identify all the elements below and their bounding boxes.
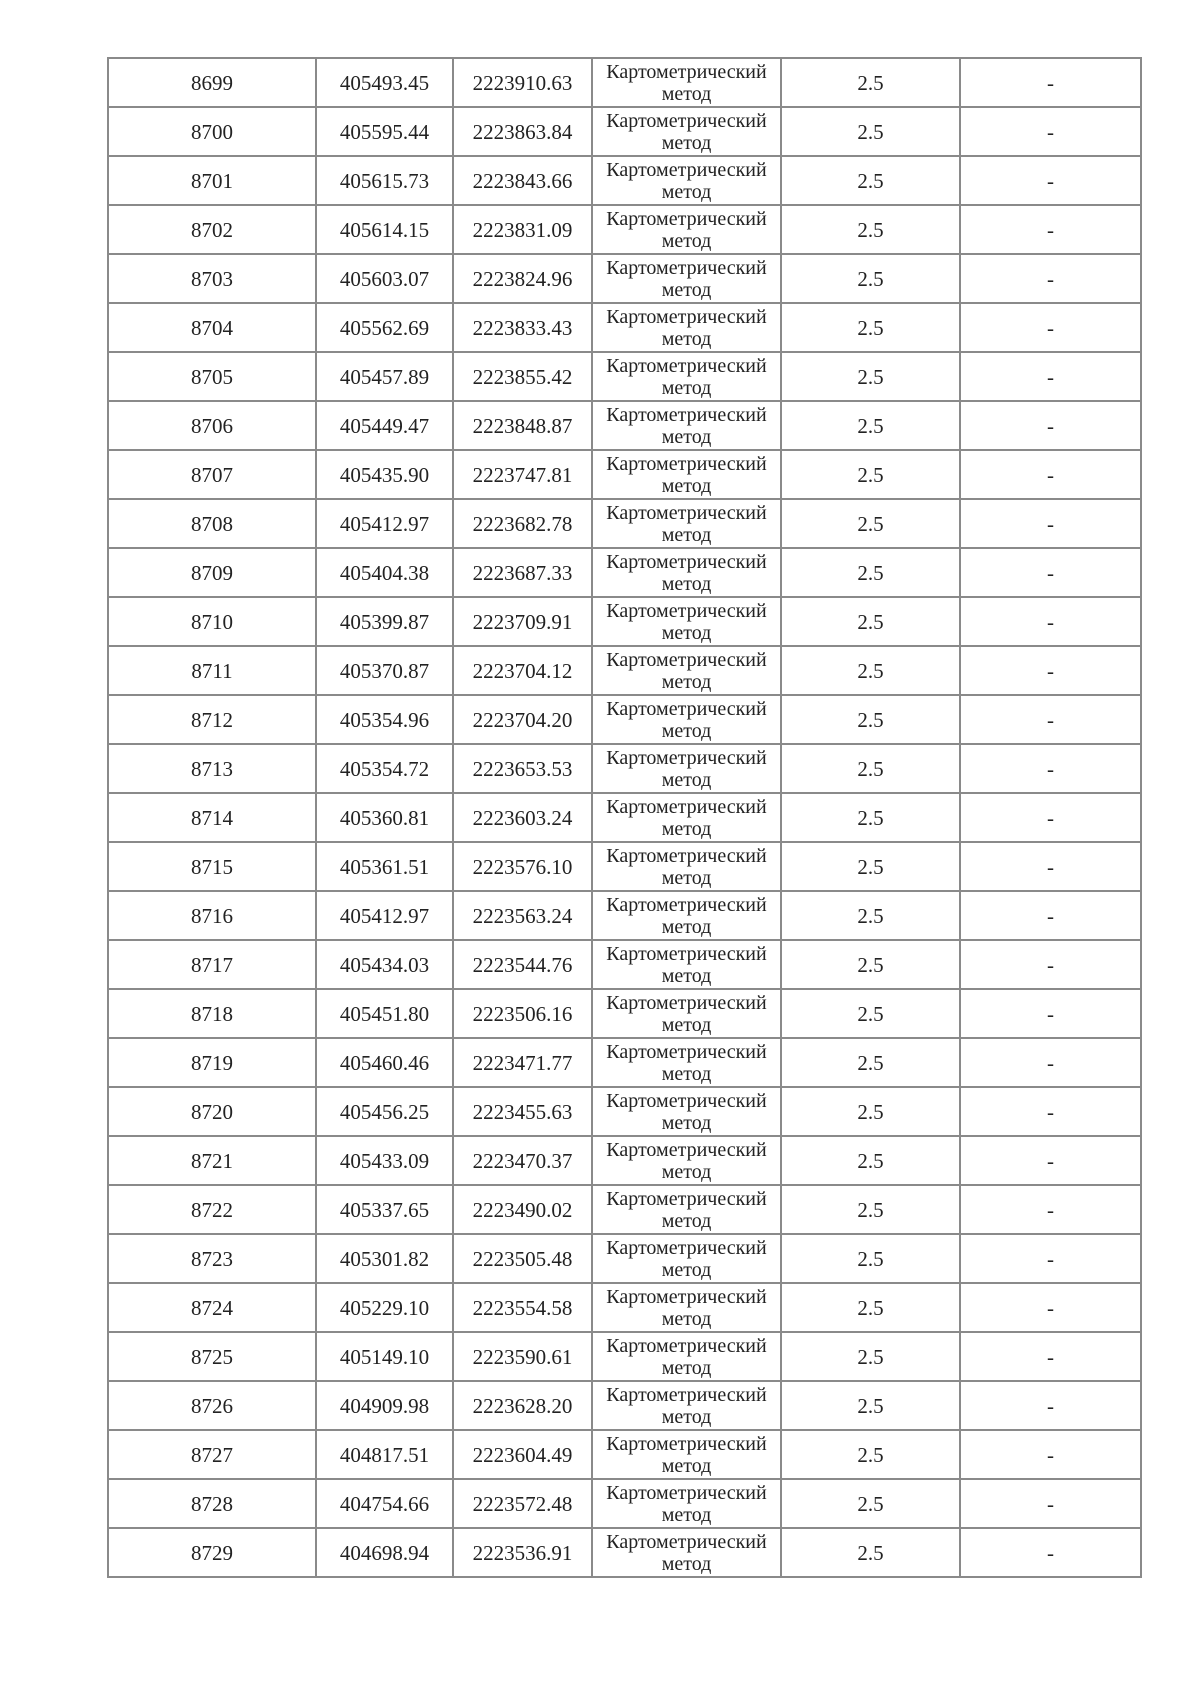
method-cell: [592, 1185, 781, 1234]
method-line-2: метод: [661, 1160, 712, 1183]
method-line-1: Картометрический: [606, 1481, 767, 1504]
method-line-1: Картометрический: [606, 599, 767, 622]
method-cell: [592, 107, 781, 156]
method-line-2: метод: [661, 817, 712, 840]
table-row: [108, 1430, 1141, 1479]
x-coordinate-cell: 405460.46: [316, 1038, 453, 1087]
table-row: [108, 842, 1141, 891]
method-line-2: метод: [661, 131, 712, 154]
method-cell: [592, 989, 781, 1038]
table-row: [108, 548, 1141, 597]
table-row: [108, 1283, 1141, 1332]
method-line-2: метод: [661, 768, 712, 791]
note-cell: -: [960, 1234, 1141, 1283]
note-cell: -: [960, 1185, 1141, 1234]
x-coordinate-cell: 405370.87: [316, 646, 453, 695]
accuracy-cell: 2.5: [781, 646, 960, 695]
accuracy-cell: 2.5: [781, 989, 960, 1038]
y-coordinate-cell: 2223455.63: [453, 1087, 592, 1136]
method-cell: [592, 1528, 781, 1577]
method-line-1: Картометрический: [606, 844, 767, 867]
method-line-1: Картометрический: [606, 158, 767, 181]
y-coordinate-cell: 2223628.20: [453, 1381, 592, 1430]
x-coordinate-cell: 405149.10: [316, 1332, 453, 1381]
accuracy-cell: 2.5: [781, 1430, 960, 1479]
method-line-2: метод: [661, 915, 712, 938]
table-row: [108, 156, 1141, 205]
x-coordinate-cell: 405412.97: [316, 499, 453, 548]
method-cell: [592, 450, 781, 499]
accuracy-cell: 2.5: [781, 1479, 960, 1528]
note-cell: -: [960, 303, 1141, 352]
method-line-2: метод: [661, 376, 712, 399]
method-line-2: метод: [661, 1405, 712, 1428]
note-cell: -: [960, 989, 1141, 1038]
accuracy-cell: 2.5: [781, 254, 960, 303]
accuracy-cell: 2.5: [781, 450, 960, 499]
accuracy-cell: 2.5: [781, 695, 960, 744]
method-cell: [592, 842, 781, 891]
point-number-cell: 8714: [108, 793, 316, 842]
x-coordinate-cell: 405435.90: [316, 450, 453, 499]
method-cell: [592, 1332, 781, 1381]
table-row: [108, 940, 1141, 989]
x-coordinate-cell: 405449.47: [316, 401, 453, 450]
accuracy-cell: 2.5: [781, 842, 960, 891]
y-coordinate-cell: 2223471.77: [453, 1038, 592, 1087]
method-line-2: метод: [661, 1356, 712, 1379]
note-cell: -: [960, 597, 1141, 646]
y-coordinate-cell: 2223687.33: [453, 548, 592, 597]
method-cell: [592, 58, 781, 107]
accuracy-cell: 2.5: [781, 303, 960, 352]
method-line-1: Картометрический: [606, 1040, 767, 1063]
y-coordinate-cell: 2223563.24: [453, 891, 592, 940]
point-number-cell: 8712: [108, 695, 316, 744]
method-cell: [592, 1381, 781, 1430]
method-line-1: Картометрический: [606, 893, 767, 916]
y-coordinate-cell: 2223536.91: [453, 1528, 592, 1577]
note-cell: -: [960, 352, 1141, 401]
note-cell: -: [960, 1381, 1141, 1430]
method-line-1: Картометрический: [606, 550, 767, 573]
accuracy-cell: 2.5: [781, 1185, 960, 1234]
method-line-2: метод: [661, 1013, 712, 1036]
method-line-1: Картометрический: [606, 1285, 767, 1308]
method-line-1: Картометрический: [606, 256, 767, 279]
method-line-1: Картометрический: [606, 501, 767, 524]
point-number-cell: 8725: [108, 1332, 316, 1381]
method-cell: [592, 205, 781, 254]
note-cell: -: [960, 499, 1141, 548]
method-cell: [592, 303, 781, 352]
method-line-2: метод: [661, 670, 712, 693]
table-row: [108, 1234, 1141, 1283]
method-line-1: Картометрический: [606, 354, 767, 377]
x-coordinate-cell: 405615.73: [316, 156, 453, 205]
y-coordinate-cell: 2223833.43: [453, 303, 592, 352]
table-row: [108, 646, 1141, 695]
accuracy-cell: 2.5: [781, 1528, 960, 1577]
x-coordinate-cell: 405614.15: [316, 205, 453, 254]
x-coordinate-cell: 405493.45: [316, 58, 453, 107]
x-coordinate-cell: 405360.81: [316, 793, 453, 842]
table-row: [108, 1381, 1141, 1430]
accuracy-cell: 2.5: [781, 58, 960, 107]
x-coordinate-cell: 405562.69: [316, 303, 453, 352]
method-cell: [592, 499, 781, 548]
method-cell: [592, 156, 781, 205]
method-cell: [592, 1087, 781, 1136]
method-line-2: метод: [661, 1209, 712, 1232]
method-line-2: метод: [661, 621, 712, 644]
point-number-cell: 8724: [108, 1283, 316, 1332]
point-number-cell: 8699: [108, 58, 316, 107]
x-coordinate-cell: 404754.66: [316, 1479, 453, 1528]
y-coordinate-cell: 2223704.12: [453, 646, 592, 695]
point-number-cell: 8713: [108, 744, 316, 793]
note-cell: -: [960, 401, 1141, 450]
y-coordinate-cell: 2223505.48: [453, 1234, 592, 1283]
accuracy-cell: 2.5: [781, 1381, 960, 1430]
method-line-1: Картометрический: [606, 1530, 767, 1553]
coordinates-table: [107, 57, 1142, 1578]
point-number-cell: 8718: [108, 989, 316, 1038]
point-number-cell: 8715: [108, 842, 316, 891]
y-coordinate-cell: 2223572.48: [453, 1479, 592, 1528]
y-coordinate-cell: 2223704.20: [453, 695, 592, 744]
method-cell: [592, 1136, 781, 1185]
x-coordinate-cell: 405412.97: [316, 891, 453, 940]
table-row: [108, 793, 1141, 842]
point-number-cell: 8701: [108, 156, 316, 205]
y-coordinate-cell: 2223831.09: [453, 205, 592, 254]
note-cell: -: [960, 254, 1141, 303]
x-coordinate-cell: 405434.03: [316, 940, 453, 989]
table-row: [108, 1332, 1141, 1381]
method-line-2: метод: [661, 474, 712, 497]
method-cell: [592, 1234, 781, 1283]
y-coordinate-cell: 2223590.61: [453, 1332, 592, 1381]
note-cell: -: [960, 1332, 1141, 1381]
method-line-1: Картометрический: [606, 1383, 767, 1406]
table-row: [108, 1136, 1141, 1185]
point-number-cell: 8710: [108, 597, 316, 646]
accuracy-cell: 2.5: [781, 205, 960, 254]
point-number-cell: 8728: [108, 1479, 316, 1528]
method-line-1: Картометрический: [606, 1432, 767, 1455]
method-line-2: метод: [661, 327, 712, 350]
point-number-cell: 8704: [108, 303, 316, 352]
y-coordinate-cell: 2223506.16: [453, 989, 592, 1038]
table-row: [108, 1038, 1141, 1087]
note-cell: -: [960, 58, 1141, 107]
method-line-2: метод: [661, 180, 712, 203]
point-number-cell: 8727: [108, 1430, 316, 1479]
method-cell: [592, 1283, 781, 1332]
note-cell: -: [960, 1283, 1141, 1332]
table-row: [108, 499, 1141, 548]
method-line-1: Картометрический: [606, 60, 767, 83]
table-row: [108, 891, 1141, 940]
y-coordinate-cell: 2223544.76: [453, 940, 592, 989]
note-cell: -: [960, 1430, 1141, 1479]
x-coordinate-cell: 405301.82: [316, 1234, 453, 1283]
table-row: [108, 1087, 1141, 1136]
point-number-cell: 8700: [108, 107, 316, 156]
method-cell: [592, 1430, 781, 1479]
method-cell: [592, 1479, 781, 1528]
method-line-2: метод: [661, 523, 712, 546]
x-coordinate-cell: 405354.96: [316, 695, 453, 744]
accuracy-cell: 2.5: [781, 744, 960, 793]
method-line-2: метод: [661, 866, 712, 889]
method-line-2: метод: [661, 719, 712, 742]
method-cell: [592, 744, 781, 793]
y-coordinate-cell: 2223576.10: [453, 842, 592, 891]
method-cell: [592, 891, 781, 940]
y-coordinate-cell: 2223682.78: [453, 499, 592, 548]
x-coordinate-cell: 405595.44: [316, 107, 453, 156]
y-coordinate-cell: 2223843.66: [453, 156, 592, 205]
point-number-cell: 8722: [108, 1185, 316, 1234]
method-cell: [592, 646, 781, 695]
x-coordinate-cell: 405457.89: [316, 352, 453, 401]
method-line-2: метод: [661, 572, 712, 595]
y-coordinate-cell: 2223824.96: [453, 254, 592, 303]
y-coordinate-cell: 2223554.58: [453, 1283, 592, 1332]
x-coordinate-cell: 405404.38: [316, 548, 453, 597]
method-line-2: метод: [661, 1307, 712, 1330]
x-coordinate-cell: 405456.25: [316, 1087, 453, 1136]
point-number-cell: 8705: [108, 352, 316, 401]
x-coordinate-cell: 405354.72: [316, 744, 453, 793]
note-cell: -: [960, 891, 1141, 940]
method-cell: [592, 548, 781, 597]
point-number-cell: 8703: [108, 254, 316, 303]
note-cell: -: [960, 548, 1141, 597]
point-number-cell: 8707: [108, 450, 316, 499]
x-coordinate-cell: 405399.87: [316, 597, 453, 646]
note-cell: -: [960, 842, 1141, 891]
method-line-1: Картометрический: [606, 1236, 767, 1259]
y-coordinate-cell: 2223863.84: [453, 107, 592, 156]
method-cell: [592, 940, 781, 989]
method-line-2: метод: [661, 1111, 712, 1134]
accuracy-cell: 2.5: [781, 352, 960, 401]
method-line-1: Картометрический: [606, 305, 767, 328]
y-coordinate-cell: 2223603.24: [453, 793, 592, 842]
method-line-1: Картометрический: [606, 1089, 767, 1112]
method-line-2: метод: [661, 425, 712, 448]
y-coordinate-cell: 2223709.91: [453, 597, 592, 646]
y-coordinate-cell: 2223747.81: [453, 450, 592, 499]
point-number-cell: 8720: [108, 1087, 316, 1136]
x-coordinate-cell: 404698.94: [316, 1528, 453, 1577]
method-line-1: Картометрический: [606, 795, 767, 818]
method-cell: [592, 254, 781, 303]
y-coordinate-cell: 2223470.37: [453, 1136, 592, 1185]
note-cell: -: [960, 450, 1141, 499]
method-line-1: Картометрический: [606, 697, 767, 720]
coordinates-table-body: [108, 58, 1141, 1577]
table-row: [108, 352, 1141, 401]
method-line-2: метод: [661, 964, 712, 987]
note-cell: -: [960, 156, 1141, 205]
note-cell: -: [960, 940, 1141, 989]
method-line-1: Картометрический: [606, 452, 767, 475]
method-cell: [592, 401, 781, 450]
accuracy-cell: 2.5: [781, 1087, 960, 1136]
accuracy-cell: 2.5: [781, 1234, 960, 1283]
method-line-2: метод: [661, 82, 712, 105]
x-coordinate-cell: 405361.51: [316, 842, 453, 891]
x-coordinate-cell: 405229.10: [316, 1283, 453, 1332]
x-coordinate-cell: 404817.51: [316, 1430, 453, 1479]
method-line-1: Картометрический: [606, 1187, 767, 1210]
method-line-2: метод: [661, 1258, 712, 1281]
accuracy-cell: 2.5: [781, 1332, 960, 1381]
note-cell: -: [960, 793, 1141, 842]
method-line-1: Картометрический: [606, 942, 767, 965]
note-cell: -: [960, 1087, 1141, 1136]
accuracy-cell: 2.5: [781, 548, 960, 597]
y-coordinate-cell: 2223848.87: [453, 401, 592, 450]
x-coordinate-cell: 405451.80: [316, 989, 453, 1038]
note-cell: -: [960, 695, 1141, 744]
y-coordinate-cell: 2223604.49: [453, 1430, 592, 1479]
point-number-cell: 8706: [108, 401, 316, 450]
note-cell: -: [960, 1528, 1141, 1577]
table-row: [108, 744, 1141, 793]
point-number-cell: 8711: [108, 646, 316, 695]
method-cell: [592, 793, 781, 842]
method-cell: [592, 352, 781, 401]
table-row: [108, 1528, 1141, 1577]
table-row: [108, 107, 1141, 156]
method-line-2: метод: [661, 278, 712, 301]
table-row: [108, 1479, 1141, 1528]
point-number-cell: 8717: [108, 940, 316, 989]
y-coordinate-cell: 2223910.63: [453, 58, 592, 107]
table-row: [108, 695, 1141, 744]
note-cell: -: [960, 107, 1141, 156]
x-coordinate-cell: 405337.65: [316, 1185, 453, 1234]
accuracy-cell: 2.5: [781, 597, 960, 646]
table-row: [108, 401, 1141, 450]
method-line-1: Картометрический: [606, 746, 767, 769]
method-line-2: метод: [661, 1062, 712, 1085]
note-cell: -: [960, 205, 1141, 254]
accuracy-cell: 2.5: [781, 1038, 960, 1087]
method-line-1: Картометрический: [606, 207, 767, 230]
method-line-1: Картометрический: [606, 648, 767, 671]
point-number-cell: 8726: [108, 1381, 316, 1430]
x-coordinate-cell: 405603.07: [316, 254, 453, 303]
note-cell: -: [960, 1479, 1141, 1528]
point-number-cell: 8723: [108, 1234, 316, 1283]
point-number-cell: 8729: [108, 1528, 316, 1577]
accuracy-cell: 2.5: [781, 401, 960, 450]
method-line-1: Картометрический: [606, 1334, 767, 1357]
note-cell: -: [960, 744, 1141, 793]
method-cell: [592, 1038, 781, 1087]
point-number-cell: 8708: [108, 499, 316, 548]
table-row: [108, 1185, 1141, 1234]
method-line-2: метод: [661, 229, 712, 252]
method-line-2: метод: [661, 1454, 712, 1477]
table-row: [108, 205, 1141, 254]
y-coordinate-cell: 2223653.53: [453, 744, 592, 793]
note-cell: -: [960, 646, 1141, 695]
point-number-cell: 8716: [108, 891, 316, 940]
accuracy-cell: 2.5: [781, 891, 960, 940]
method-line-2: метод: [661, 1552, 712, 1575]
accuracy-cell: 2.5: [781, 1136, 960, 1185]
note-cell: -: [960, 1136, 1141, 1185]
table-row: [108, 303, 1141, 352]
method-cell: [592, 695, 781, 744]
accuracy-cell: 2.5: [781, 499, 960, 548]
y-coordinate-cell: 2223490.02: [453, 1185, 592, 1234]
table-row: [108, 58, 1141, 107]
accuracy-cell: 2.5: [781, 107, 960, 156]
method-line-2: метод: [661, 1503, 712, 1526]
table-row: [108, 597, 1141, 646]
table-row: [108, 254, 1141, 303]
method-line-1: Картометрический: [606, 403, 767, 426]
point-number-cell: 8721: [108, 1136, 316, 1185]
accuracy-cell: 2.5: [781, 156, 960, 205]
y-coordinate-cell: 2223855.42: [453, 352, 592, 401]
accuracy-cell: 2.5: [781, 1283, 960, 1332]
accuracy-cell: 2.5: [781, 940, 960, 989]
x-coordinate-cell: 405433.09: [316, 1136, 453, 1185]
method-line-1: Картометрический: [606, 991, 767, 1014]
point-number-cell: 8702: [108, 205, 316, 254]
method-line-1: Картометрический: [606, 1138, 767, 1161]
accuracy-cell: 2.5: [781, 793, 960, 842]
point-number-cell: 8719: [108, 1038, 316, 1087]
method-cell: [592, 597, 781, 646]
note-cell: -: [960, 1038, 1141, 1087]
table-row: [108, 450, 1141, 499]
table-row: [108, 989, 1141, 1038]
method-line-1: Картометрический: [606, 109, 767, 132]
x-coordinate-cell: 404909.98: [316, 1381, 453, 1430]
point-number-cell: 8709: [108, 548, 316, 597]
